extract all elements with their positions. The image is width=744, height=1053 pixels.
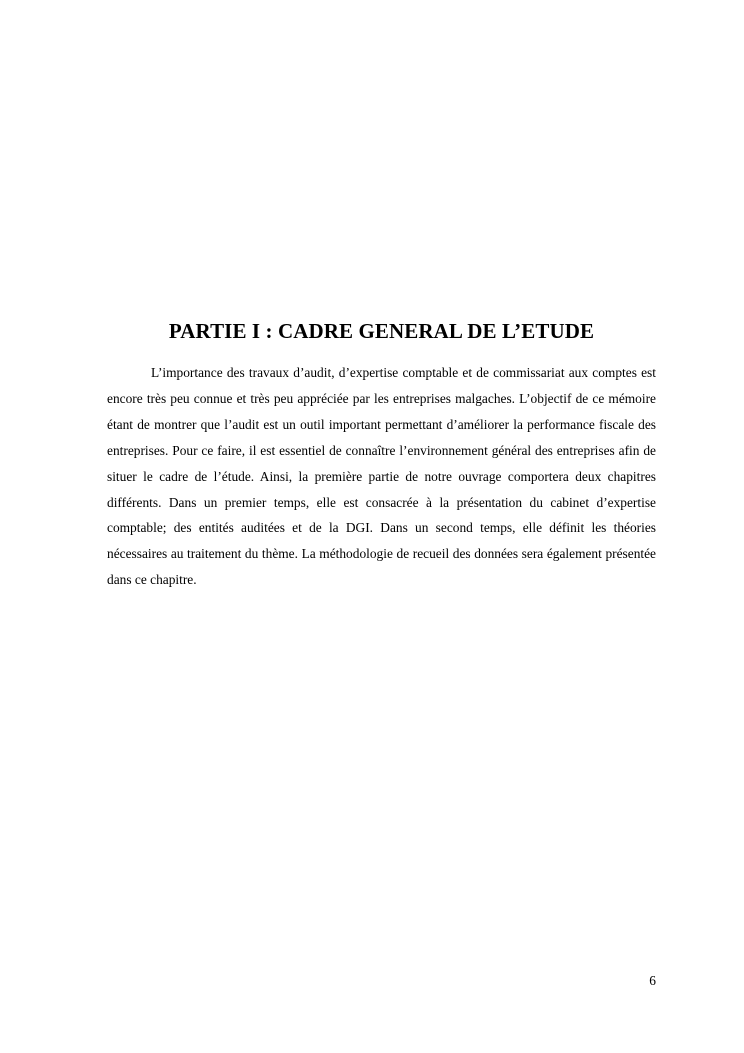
section-title: PARTIE I : CADRE GENERAL DE L’ETUDE <box>168 319 595 343</box>
page-number: 6 <box>649 973 656 988</box>
intro-paragraph: L’importance des travaux d’audit, d’expertise comptable et de commissariat aux comptes est encore très peu connue et très peu appréciée par les entreprises malgaches. L’objectif de ce mémoire étant de montrer que l’audit est un outil important permettant d’améliorer la performance fiscale des entreprises. Pour ce faire, il est essentiel de connaître l’environnement général des entreprises afin de situer le cadre de l’étude. Ainsi, la première partie de notre ouvrage comportera deux chapitres différents. Dans un premier temps, elle est consacrée à la présentation du cabinet d’expertise comptable; des entités auditées et de la DGI. Dans un second temps, elle définit les théories nécessaires au traitement du thème. La méthodologie de recueil des données sera également présentée dans ce chapitre. <box>107 365 656 588</box>
